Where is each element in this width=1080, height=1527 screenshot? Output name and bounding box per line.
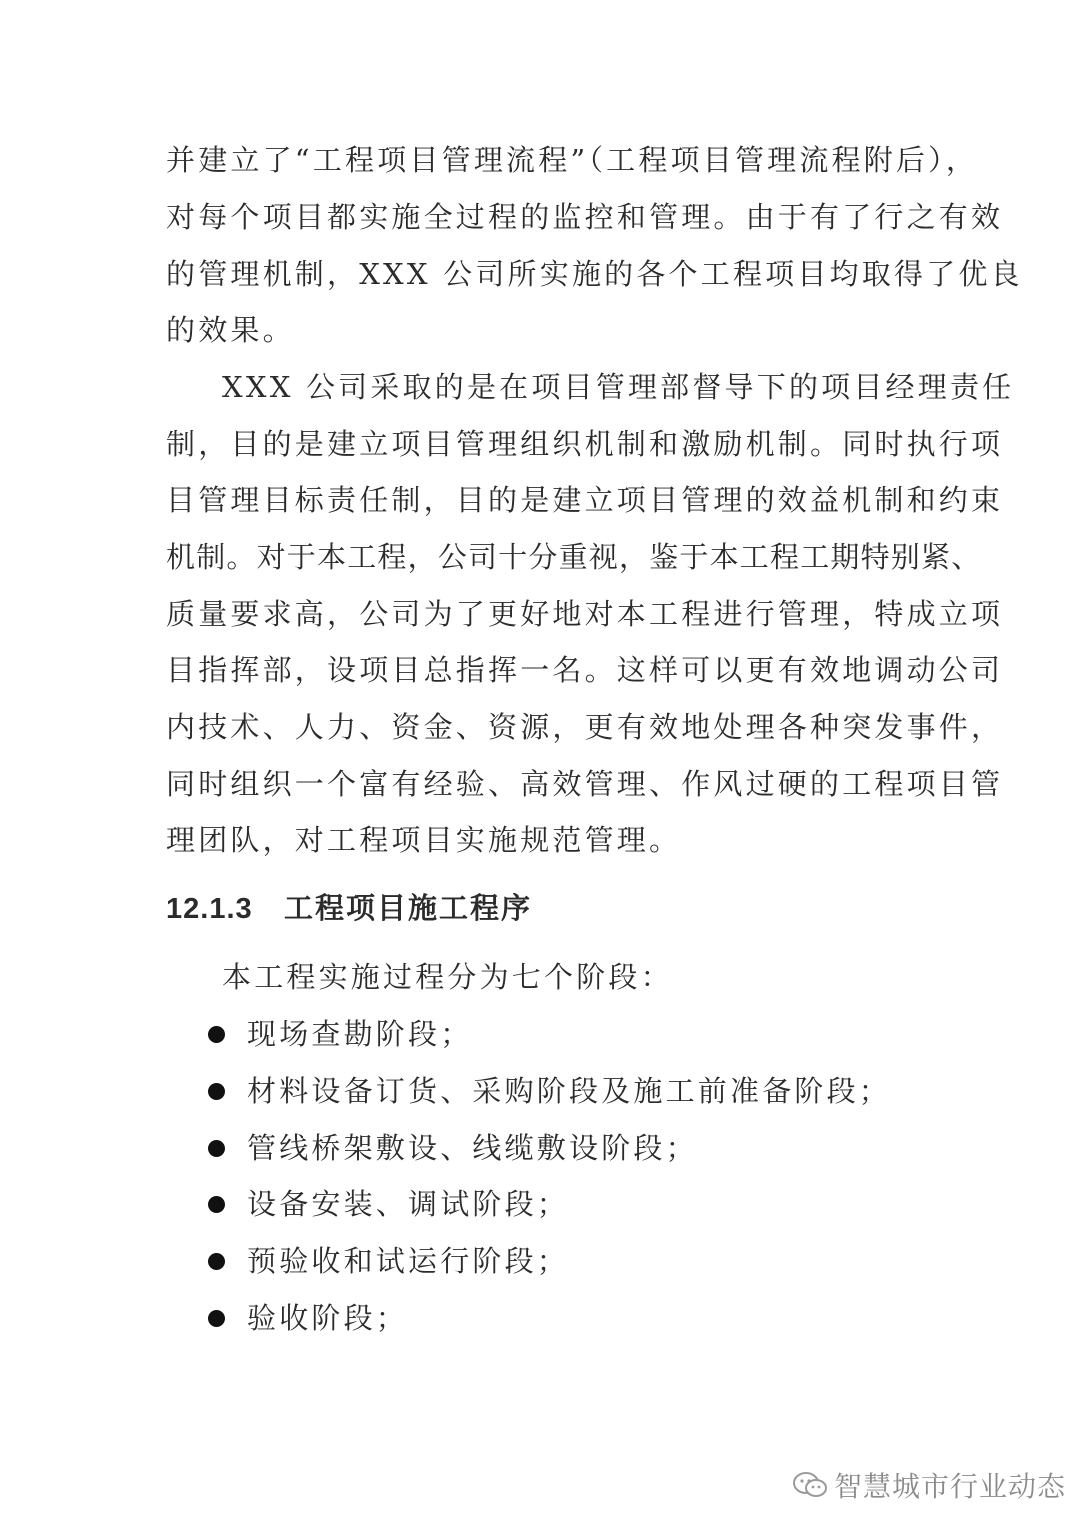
bullet-icon	[208, 1253, 225, 1270]
intro-text: 本工程实施过程分为七个阶段：	[222, 960, 673, 994]
bullet-icon	[208, 1310, 225, 1327]
paragraph-line: 机制。对于本工程，公司十分重视，鉴于本工程工期特别紧、	[166, 540, 982, 574]
list-item	[208, 1071, 891, 1111]
list-item-text: 现场查勘阶段；	[247, 1017, 473, 1051]
list-item	[208, 1298, 408, 1338]
list-item	[208, 1128, 698, 1168]
paragraph-line: 的管理机制，XXX 公司所实施的各个工程项目均取得了优良	[166, 257, 1023, 291]
list-item	[208, 1241, 569, 1281]
list-item-text: 材料设备订货、采购阶段及施工前准备阶段；	[247, 1074, 892, 1108]
paragraph-line: 目指挥部，设项目总指挥一名。这样可以更有效地调动公司	[166, 653, 1004, 687]
section-number: 12.1.3	[166, 893, 253, 925]
paragraph-line: 并建立了“工程项目管理流程”（工程项目管理流程附后），	[166, 143, 979, 177]
paragraph-line: 对每个项目都实施全过程的监控和管理。由于有了行之有效	[166, 200, 1004, 234]
bullet-icon	[208, 1140, 225, 1157]
list-item-text: 管线桥架敷设、线缆敷设阶段；	[247, 1131, 698, 1165]
paragraph-line: XXX 公司采取的是在项目管理部督导下的项目经理责任	[222, 370, 1015, 404]
list-item	[208, 1014, 472, 1054]
watermark-text: 智慧城市行业动态	[834, 1470, 1067, 1503]
section-heading	[166, 888, 532, 929]
paragraph-line: 目管理目标责任制，目的是建立项目管理的效益机制和约束	[166, 483, 1004, 517]
paragraph-line: 的效果。	[166, 313, 295, 347]
paragraph-line: 理团队，对工程项目实施规范管理。	[166, 823, 682, 857]
bullet-icon	[208, 1196, 225, 1213]
paragraph-line: 质量要求高，公司为了更好地对本工程进行管理，特成立项	[166, 597, 1004, 631]
list-item-text: 预验收和试运行阶段；	[247, 1244, 570, 1278]
paragraph-line: 内技术、人力、资金、资源，更有效地处理各种突发事件，	[166, 710, 1004, 744]
list-item-text: 验收阶段；	[247, 1301, 409, 1335]
bullet-icon	[208, 1083, 225, 1100]
paragraph-line: 制，目的是建立项目管理组织机制和激励机制。同时执行项	[166, 427, 1004, 461]
list-item-text: 设备安装、调试阶段；	[247, 1187, 570, 1221]
bullet-icon	[208, 1026, 225, 1043]
watermark	[792, 1465, 1066, 1505]
section-title: 工程项目施工程序	[284, 891, 533, 925]
wechat-icon	[792, 1471, 828, 1499]
paragraph-line: 同时组织一个富有经验、高效管理、作风过硬的工程项目管	[166, 767, 1004, 801]
list-item	[208, 1184, 569, 1224]
